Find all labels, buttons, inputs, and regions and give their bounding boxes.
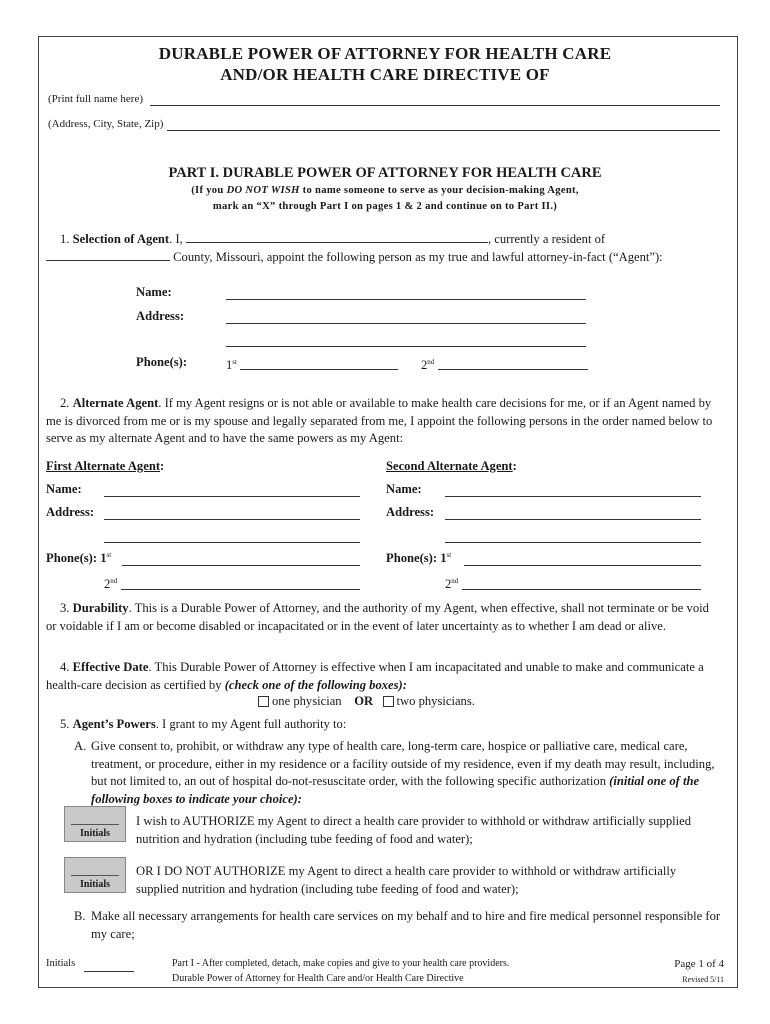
alt1-name-label: Name: (46, 482, 82, 496)
agent-phone2-field[interactable] (438, 369, 588, 370)
agent-name-label: Name: (136, 285, 172, 299)
authorize-initials-box[interactable]: Initials (64, 806, 126, 842)
agent-address-field[interactable] (226, 323, 586, 324)
section4-text: 4. Effective Date. This Durable Power of Attorney is effective when I am incapacitated and unable to make and communicate a health-care decision as certified by (check one of the following boxes): (46, 660, 704, 692)
authorize-option-text: I wish to AUTHORIZE my Agent to direct a health care provider to withhold or withdraw artificially supplied nutrition and hydration (including tube feeding of food and water); (136, 814, 692, 846)
agent-address-label: Address: (136, 309, 185, 323)
section5-b-label: B. (74, 909, 86, 923)
revision-date: Revised 5/11 (682, 975, 724, 984)
alt1-phone1-field[interactable] (122, 565, 360, 566)
section2-text: 2. Alternate Agent. If my Agent resigns or is not able or available to make health care decisions for me, or if an Agent named by me is divorced from me or is my spouse and legally separated from me, I appoint the following persons in the order named below to serve as my alternate Agent and to have the same powers as my Agent: (46, 396, 713, 446)
not-authorize-initials-box[interactable]: Initials (64, 857, 126, 893)
footer-note-line2: Durable Power of Attorney for Health Care and/or Health Care Directive (172, 973, 464, 984)
alt2-phone1-field[interactable] (464, 565, 701, 566)
part1-instructions: (If you DO NOT WISH to name someone to serve as your decision-making Agent, (191, 185, 579, 196)
part1-heading: PART I. DURABLE POWER OF ATTORNEY FOR HEALTH CARE (168, 165, 602, 181)
agent-phone2-label: 2nd (421, 358, 435, 373)
document-title-line2: AND/OR HEALTH CARE DIRECTIVE OF (220, 65, 550, 84)
alt2-phone-label: Phone(s): 1st (386, 551, 452, 566)
footer-initials-field[interactable] (84, 971, 134, 972)
alt2-phone2-field[interactable] (462, 589, 701, 590)
alt2-name-field[interactable] (445, 496, 701, 497)
footer-initials-label: Initials (46, 958, 76, 969)
section5-a-label: A. (74, 739, 87, 753)
full-name-label: (Print full name here) (48, 93, 143, 105)
one-physician-checkbox[interactable] (258, 696, 269, 707)
alt2-address-field[interactable] (445, 519, 701, 520)
alt2-phone2-label: 2nd (445, 577, 459, 592)
alt1-phone2-label: 2nd (104, 577, 118, 592)
alt1-address-field[interactable] (104, 519, 360, 520)
agent-name-field[interactable] (226, 299, 586, 300)
agent-phone-label: Phone(s): (136, 355, 188, 369)
address-label: (Address, City, State, Zip) (48, 118, 164, 130)
section1-line1: 1. Selection of Agent. I, , currently a resident of (60, 232, 606, 246)
alt1-phone-label: Phone(s): 1st (46, 551, 112, 566)
agent-phone1-label: 1st (226, 358, 237, 373)
not-authorize-option-text: OR I DO NOT AUTHORIZE my Agent to direct a health care provider to withhold or withdraw artificially supplied nutrition and hydration (including tube feeding of food and water); (136, 864, 677, 896)
address-field[interactable] (167, 130, 720, 131)
part1-instructions-line2: mark an “X” through Part I on pages 1 & 2 and continue on to Part II.) (212, 201, 558, 212)
document-title-line1: DURABLE POWER OF ATTORNEY FOR HEALTH CARE (158, 44, 612, 63)
section5-b-text: Make all necessary arrangements for health care services on my behalf and to hire and fire medical personnel responsible for my care; (91, 909, 721, 941)
section5-a-text: Give consent to, prohibit, or withdraw any type of health care, long-term care, hospice or palliative care, medical care, treatment, or procedure, either in my residence or a facility outside of my residence, even if my death may result, including, but not limited to, an out of hospital do-not-resuscitate order, with the following specific authorization (initial one of the following boxes to indicate your choice): (91, 739, 715, 806)
footer-note-line1: Part I - After completed, detach, make copies and give to your health care providers. (172, 958, 510, 969)
alt1-name-field[interactable] (104, 496, 360, 497)
alt1-address-label: Address: (46, 505, 95, 519)
agent-address-field-2[interactable] (226, 346, 586, 347)
section1-line2: County, Missouri, appoint the following person as my true and lawful attorney-in-fact (“Agent”): (46, 249, 663, 267)
section4-options: one physician OR two physicians. (258, 693, 475, 711)
alt2-address-label: Address: (386, 505, 435, 519)
county-field[interactable] (46, 260, 170, 261)
alt1-phone2-field[interactable] (121, 589, 360, 590)
second-alternate-heading: Second Alternate Agent: (386, 459, 517, 473)
alt2-address-field-2[interactable] (445, 542, 701, 543)
principal-name-field[interactable] (186, 242, 488, 243)
two-physicians-checkbox[interactable] (383, 696, 394, 707)
alt1-address-field-2[interactable] (104, 542, 360, 543)
page-number: Page 1 of 4 (674, 958, 724, 970)
section3-text: 3. Durability. This is a Durable Power of Attorney, and the authority of my Agent, when effective, shall not terminate or be void or voidable if I am or become disabled or incapacitated or in the event of later uncertainty as to whether I am dead or alive. (46, 601, 709, 633)
full-name-field[interactable] (150, 105, 720, 106)
alt2-name-label: Name: (386, 482, 422, 496)
first-alternate-heading: First Alternate Agent: (46, 459, 165, 473)
section5-intro: 5. Agent’s Powers. I grant to my Agent full authority to: (60, 717, 347, 731)
agent-phone1-field[interactable] (240, 369, 398, 370)
